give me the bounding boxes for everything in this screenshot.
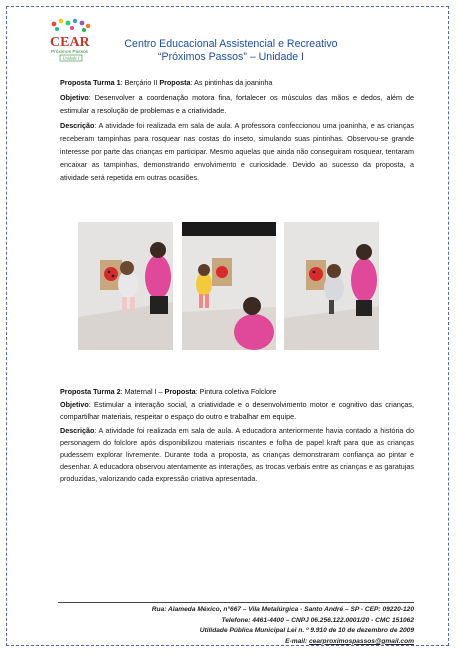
footer-phones: Telefone: 4461-4400 – CNPJ 06.256.122.0001/20 - CMC 151062 xyxy=(221,616,414,624)
proposal-1-heading: Proposta Turma 1: Berçário II Proposta: As pintinhas da joaninha xyxy=(60,78,273,87)
page-header xyxy=(96,38,366,64)
footer-email-link[interactable]: cearproximospassos@gmail.com xyxy=(308,637,414,645)
proposal-2-objective: Objetivo: Estimular a interação social, a criatividade e o desenvolvimento motor e cognitivo das crianças, compartilhar materiais, respeitar o espaço do outro e trabalhar em equipe. xyxy=(60,400,414,422)
footer-divider xyxy=(58,602,414,603)
header-title-line1: Centro Educacional Assistencial e Recreativo xyxy=(124,38,338,50)
proposal-2-section xyxy=(60,386,414,487)
svg-text:Próximos Passos: Próximos Passos xyxy=(51,50,89,55)
footer-address: Rua: Alameda México, n°667 – Vila Metalúrgica - Santo André – SP - CEP: 09220-120 xyxy=(151,606,414,613)
header-title-line2: “Próximos Passos” – Unidade I xyxy=(157,51,305,63)
photo-1 xyxy=(78,222,173,350)
page-footer xyxy=(58,605,414,647)
footer-email-line: E-mail: cearproximospassos@gmail.com xyxy=(285,637,414,645)
cear-logo xyxy=(48,18,94,62)
svg-text:Unidade I: Unidade I xyxy=(62,55,80,61)
proposal-1-section xyxy=(60,76,414,186)
footer-law: Utilidade Pública Municipal Lei n. º 9.910 de 10 de dezembro de 2009 xyxy=(199,627,414,634)
photo-2 xyxy=(182,222,276,350)
proposal-2-description: Descrição: A atividade foi realizada em sala de aula. A educadora anteriormente havia contado a história do personagem do folclore após disponibilizou materiais riscantes e folha de papel kraft para que as crianças pudessem explorar livremente. Durante toda a proposta, as crianças demonstraram confiança ao pintar e desenhar. A educadora observou atentamente as interações, as trocas verbais entre as crianças e as garatujas produzidas, valorizando cada expressão criativa apresentada. xyxy=(60,425,414,484)
proposal-1-objective: Objetivo: Desenvolver a coordenação motora fina, fortalecer os músculos das mãos e dedos, além de estimular a resolução de problemas e a criatividade. xyxy=(60,93,414,115)
photo-3 xyxy=(284,222,379,350)
activity-photos xyxy=(78,222,378,350)
proposal-2-heading: Proposta Turma 2: Maternal I – Proposta: Pintura coletiva Folclore xyxy=(60,387,277,396)
proposal-1-description: Descrição: A atividade foi realizada em sala de aula. A professora confeccionou uma joaninha, e as crianças receberam tampinhas para rosquear nas costas do inseto, simulando suas pintinhas. Observou-se grande interesse por parte das crianças em participar. Mesmo aquelas que ainda não conseguiram rosquear, tentaram encaixar as tampinhas, demonstrando envolvimento e curiosidade. Devido ao sucesso da proposta, a atividade será repetida em outras ocasiões. xyxy=(60,121,414,182)
svg-text:CEAR: CEAR xyxy=(50,35,90,50)
